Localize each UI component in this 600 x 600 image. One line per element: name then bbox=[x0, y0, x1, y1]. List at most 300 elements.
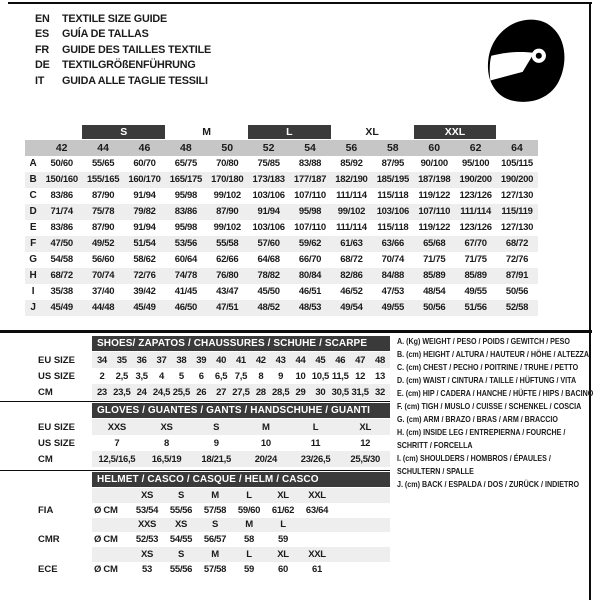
size-value-cell: 165/175 bbox=[165, 172, 206, 188]
size-value-cell: 83/86 bbox=[50, 190, 73, 201]
size-group-header bbox=[496, 125, 537, 139]
value-cell: M bbox=[211, 549, 219, 561]
language-title: TEXTILGRÖßENFÜHRUNG bbox=[62, 59, 196, 72]
size-value-cell: 49/54 bbox=[331, 300, 372, 316]
size-value-cell: 74/78 bbox=[165, 268, 206, 284]
measurement-letter: J bbox=[25, 300, 41, 316]
value-cell: S bbox=[211, 519, 219, 531]
legend-item bbox=[397, 426, 593, 452]
helmet-size-table-title-bar: HELMET / CASCO / CASQUE / HELM / CASCO bbox=[92, 472, 390, 487]
value-cell: XS bbox=[140, 489, 154, 501]
value-cell: 6,5 bbox=[214, 370, 228, 382]
size-value-cell: 127/130 bbox=[500, 190, 534, 201]
legend-item bbox=[397, 413, 593, 426]
size-value-cell: 103/106 bbox=[252, 190, 285, 201]
legend-item bbox=[397, 374, 593, 387]
value-cell: 31,5 bbox=[351, 386, 369, 398]
language-title: TEXTILE SIZE GUIDE bbox=[62, 12, 167, 25]
value-cell: 55/56 bbox=[169, 504, 193, 516]
value-cell: 10,5 bbox=[311, 370, 330, 382]
size-value-cell: 107/110 bbox=[294, 222, 326, 233]
row-label: US SIZE bbox=[38, 370, 75, 382]
value-cell: 59 bbox=[244, 563, 254, 575]
size-value-cell: 75/85 bbox=[257, 158, 280, 169]
language-row bbox=[35, 11, 211, 27]
row-values bbox=[92, 384, 390, 400]
size-value-cell: 47/51 bbox=[207, 300, 248, 316]
value-cell: 9 bbox=[213, 437, 219, 449]
value-cell: 40 bbox=[216, 354, 227, 366]
measurement-letter: B bbox=[25, 172, 41, 188]
gloves-table-title-bar: GLOVES / GUANTES / GANTS / HANDSCHUHE / GUANTI bbox=[92, 403, 390, 418]
value-cell: XS bbox=[160, 421, 173, 433]
value-cell: 37 bbox=[156, 354, 167, 366]
size-value-cell: 51/54 bbox=[124, 236, 165, 252]
row-label: US SIZE bbox=[38, 437, 75, 449]
value-cell: 39 bbox=[196, 354, 207, 366]
corner-cell bbox=[25, 140, 41, 156]
value-cell: 23,5 bbox=[113, 386, 131, 398]
size-value-cell: 50/56 bbox=[414, 300, 455, 316]
row-values bbox=[92, 562, 390, 577]
size-value-cell: 111/114 bbox=[336, 222, 367, 233]
value-cell: 5 bbox=[178, 370, 184, 382]
value-cell: XL bbox=[277, 549, 289, 561]
section-divider bbox=[0, 330, 592, 333]
language-code: ES bbox=[35, 28, 50, 41]
language-row bbox=[35, 42, 211, 58]
size-value-cell: 70/74 bbox=[381, 254, 404, 265]
size-value-cell: 87/91 bbox=[496, 268, 537, 284]
size-value-cell: 85/89 bbox=[414, 268, 455, 284]
value-cell: 23 bbox=[96, 386, 107, 398]
table-row bbox=[38, 547, 390, 562]
section-divider bbox=[0, 470, 390, 472]
value-cell: 41 bbox=[235, 354, 246, 366]
size-value-cell: 61/63 bbox=[331, 236, 372, 252]
value-cell: 34 bbox=[96, 354, 107, 366]
language-row bbox=[35, 58, 211, 74]
value-cell: 32 bbox=[374, 386, 385, 398]
size-value-cell: 111/114 bbox=[336, 190, 367, 201]
value-cell: XS bbox=[140, 549, 154, 561]
value-cell: 3,5 bbox=[135, 370, 148, 382]
size-group-header: S bbox=[82, 125, 165, 139]
value-cell bbox=[300, 532, 334, 547]
table-row bbox=[38, 352, 390, 368]
size-value-cell: 64/68 bbox=[257, 254, 280, 265]
size-value-cell: 49/55 bbox=[464, 286, 487, 297]
value-cell: 18/21,5 bbox=[201, 453, 231, 465]
size-value-cell: 105/115 bbox=[501, 158, 533, 169]
size-value-cell: 70/74 bbox=[82, 268, 123, 284]
value-cell: L bbox=[246, 489, 252, 501]
size-value-cell: 63/66 bbox=[372, 236, 413, 252]
size-number-cell: 50 bbox=[207, 140, 248, 156]
row-values bbox=[92, 352, 390, 368]
table-row bbox=[38, 384, 390, 400]
value-cell: 30,5 bbox=[331, 386, 349, 398]
size-value-cell: 190/200 bbox=[455, 172, 496, 188]
value-cell: 20/24 bbox=[254, 453, 277, 465]
legend-line: H. (cm) INSIDE LEG / ENTREPIERNA / FOURCHE / bbox=[397, 428, 566, 437]
size-value-cell: 62/66 bbox=[216, 254, 239, 265]
row-values bbox=[92, 451, 390, 467]
measurement-letter: I bbox=[31, 286, 35, 297]
size-value-cell: 177/187 bbox=[289, 172, 330, 188]
size-value-cell: 82/86 bbox=[331, 268, 372, 284]
legend-line: B. (cm) HEIGHT / ALTURA / HAUTEUR / HÖHE / ALTEZZA bbox=[397, 350, 590, 359]
value-cell: 12 bbox=[355, 370, 366, 382]
border-right bbox=[589, 2, 591, 600]
shoes-size-table bbox=[38, 336, 390, 400]
value-cell: XXS bbox=[107, 421, 126, 433]
size-group-header: L bbox=[248, 125, 331, 139]
language-code: EN bbox=[35, 12, 50, 25]
size-value-cell: 95/98 bbox=[174, 190, 197, 201]
value-cell: 10 bbox=[260, 437, 271, 449]
value-cell: 10 bbox=[295, 370, 306, 382]
row-filler bbox=[334, 488, 390, 503]
value-cell: 63/64 bbox=[305, 504, 329, 516]
size-group-header: XL bbox=[365, 126, 379, 138]
value-cell: 7,5 bbox=[234, 370, 248, 382]
gloves-size-table bbox=[38, 403, 390, 467]
measurement-letter: C bbox=[29, 190, 37, 201]
value-cell: S bbox=[177, 549, 185, 561]
value-cell: L bbox=[312, 421, 319, 433]
diameter-unit-label: Ø CM bbox=[94, 504, 118, 516]
value-cell: M bbox=[245, 519, 253, 531]
value-cell: 25,5 bbox=[172, 386, 191, 398]
value-cell: 27 bbox=[216, 386, 227, 398]
legend-line: G. (cm) ARM / BRAZO / BRAS / ARM / BRACCIO bbox=[397, 415, 558, 424]
size-value-cell: 44/48 bbox=[82, 300, 123, 316]
measurement-letter: H bbox=[25, 268, 41, 284]
value-cell: XS bbox=[174, 519, 188, 531]
size-value-cell: 60/64 bbox=[174, 254, 197, 265]
size-value-cell: 70/80 bbox=[216, 158, 239, 169]
size-number-cell: 44 bbox=[82, 140, 123, 156]
size-value-cell: 80/84 bbox=[289, 268, 330, 284]
value-cell: 36 bbox=[136, 354, 147, 366]
value-cell: XL bbox=[359, 421, 371, 433]
row-values bbox=[92, 368, 390, 384]
value-cell: 57/58 bbox=[203, 504, 227, 516]
value-cell: XXL bbox=[308, 489, 326, 501]
value-cell: 12 bbox=[360, 437, 371, 449]
size-group-header: M bbox=[202, 126, 211, 138]
value-cell: 23/26,5 bbox=[300, 453, 331, 465]
value-cell: 61/62 bbox=[271, 504, 295, 516]
size-number-cell: 42 bbox=[41, 140, 82, 156]
value-cell: 61 bbox=[312, 563, 322, 575]
value-cell: 7 bbox=[114, 437, 120, 449]
value-cell: 8 bbox=[164, 437, 169, 449]
value-cell: 58 bbox=[244, 534, 254, 546]
size-value-cell: 50/56 bbox=[505, 286, 529, 297]
size-value-cell: 91/94 bbox=[133, 190, 156, 201]
value-cell: 9 bbox=[278, 370, 284, 382]
table-row bbox=[38, 532, 390, 547]
value-cell: 38 bbox=[176, 354, 187, 366]
size-value-cell: 45/49 bbox=[41, 300, 82, 316]
legend-item bbox=[397, 478, 593, 491]
size-value-cell: 127/130 bbox=[500, 222, 534, 233]
size-value-cell: 41/45 bbox=[174, 286, 197, 297]
value-cell: 24,5 bbox=[152, 386, 171, 398]
size-value-cell: 48/52 bbox=[248, 300, 289, 316]
size-number-cell: 56 bbox=[331, 140, 372, 156]
value-cell: 56/57 bbox=[203, 534, 227, 546]
size-value-cell: 45/50 bbox=[257, 286, 280, 297]
diameter-unit-label bbox=[92, 547, 130, 562]
size-value-cell: 160/170 bbox=[124, 172, 165, 188]
size-value-cell: 87/95 bbox=[381, 158, 404, 169]
size-value-cell: 190/200 bbox=[496, 172, 537, 188]
size-value-cell: 83/86 bbox=[50, 222, 73, 233]
table-row bbox=[38, 368, 390, 384]
size-value-cell: 48/54 bbox=[423, 286, 446, 297]
size-value-cell: 65/68 bbox=[414, 236, 455, 252]
language-row bbox=[35, 27, 211, 43]
size-value-cell: 58/62 bbox=[133, 254, 156, 265]
table-row bbox=[38, 435, 390, 451]
size-value-cell: 47/50 bbox=[41, 236, 82, 252]
size-value-cell: 85/92 bbox=[340, 158, 363, 169]
row-label bbox=[38, 518, 92, 533]
size-value-cell: 72/76 bbox=[124, 268, 165, 284]
row-filler bbox=[334, 532, 390, 547]
size-number-cell: 60 bbox=[414, 140, 455, 156]
legend-line: F. (cm) TIGH / MUSLO / CUISSE / SCHENKEL / COSCIA bbox=[397, 402, 582, 411]
row-values bbox=[92, 435, 390, 451]
value-cell: 46 bbox=[335, 354, 346, 366]
size-number-cell: 64 bbox=[496, 140, 537, 156]
size-value-cell: 75/78 bbox=[82, 204, 123, 220]
size-value-cell: 59/62 bbox=[289, 236, 330, 252]
value-cell: 11,5 bbox=[331, 370, 349, 382]
row-values bbox=[92, 547, 390, 562]
size-value-cell: 87/90 bbox=[91, 222, 115, 233]
value-cell: 47 bbox=[355, 354, 366, 366]
legend-item bbox=[397, 361, 593, 374]
size-value-cell: 52/58 bbox=[496, 300, 537, 316]
row-label: FIA bbox=[38, 504, 54, 516]
row-label bbox=[38, 488, 92, 503]
legend-line: D. (cm) WAIST / CINTURA / TAILLE / HÜFTUNG / VITA bbox=[397, 376, 577, 385]
size-value-cell: 155/165 bbox=[82, 172, 123, 188]
language-title: GUIDE DES TAILLES TEXTILE bbox=[62, 43, 211, 56]
value-cell: S bbox=[213, 421, 220, 433]
row-filler bbox=[334, 547, 390, 562]
size-value-cell: 99/102 bbox=[213, 190, 241, 201]
value-cell: 2 bbox=[99, 370, 105, 382]
legend-line: J. (cm) BACK / ESPALDA / DOS / ZURÜCK / INDIETRO bbox=[397, 480, 580, 489]
value-cell: 48 bbox=[374, 354, 385, 366]
row-values bbox=[92, 419, 390, 435]
table-row bbox=[38, 488, 390, 503]
value-cell: 60 bbox=[278, 563, 288, 575]
value-cell: 26 bbox=[196, 386, 207, 398]
row-values bbox=[92, 532, 390, 547]
row-label: ECE bbox=[38, 563, 58, 575]
size-value-cell: 49/55 bbox=[372, 300, 413, 316]
size-value-cell: 49/52 bbox=[82, 236, 123, 252]
size-value-cell: 37/40 bbox=[91, 286, 115, 297]
legend-item bbox=[397, 452, 593, 478]
value-cell: 35 bbox=[116, 354, 127, 366]
value-cell: 43 bbox=[275, 354, 286, 366]
size-value-cell: 99/102 bbox=[331, 204, 372, 220]
table-row bbox=[38, 518, 390, 533]
value-cell: 57/58 bbox=[203, 563, 227, 575]
size-value-cell: 53/56 bbox=[165, 236, 206, 252]
row-values bbox=[92, 488, 390, 503]
language-row bbox=[35, 73, 211, 89]
legend-item bbox=[397, 335, 593, 348]
size-group-header: XXL bbox=[414, 125, 497, 139]
size-value-cell: 71/75 bbox=[464, 254, 487, 265]
row-label: CMR bbox=[38, 534, 60, 546]
clothing-size-table bbox=[25, 124, 538, 316]
row-label: CM bbox=[38, 453, 53, 465]
value-cell: 29 bbox=[295, 386, 306, 398]
table-row bbox=[38, 451, 390, 467]
language-code: IT bbox=[35, 74, 45, 87]
size-value-cell: 60/70 bbox=[133, 158, 156, 169]
size-number-cell: 62 bbox=[455, 140, 496, 156]
language-title-list bbox=[35, 11, 211, 89]
measurement-letter: G bbox=[29, 254, 37, 265]
legend-line: SCHRITT / FORCELLA bbox=[397, 441, 473, 450]
size-value-cell: 68/72 bbox=[41, 268, 82, 284]
legend-item bbox=[397, 400, 593, 413]
value-cell: 53 bbox=[142, 563, 152, 575]
value-cell: 24 bbox=[136, 386, 147, 398]
size-value-cell: 83/86 bbox=[165, 204, 206, 220]
size-value-cell: 76/80 bbox=[207, 268, 248, 284]
row-filler bbox=[334, 562, 390, 577]
size-number-cell: 46 bbox=[124, 140, 165, 156]
value-cell: 4 bbox=[159, 370, 164, 382]
size-value-cell: 71/75 bbox=[423, 254, 446, 265]
measurement-letter: D bbox=[25, 204, 41, 220]
size-value-cell: 48/53 bbox=[289, 300, 330, 316]
value-cell: 44 bbox=[295, 354, 306, 366]
value-cell: 54/55 bbox=[169, 534, 193, 546]
legend-item bbox=[397, 387, 593, 400]
size-value-cell: 123/126 bbox=[459, 190, 492, 201]
row-values bbox=[92, 503, 390, 518]
value-cell: 53/54 bbox=[135, 504, 159, 516]
size-value-cell: 85/89 bbox=[455, 268, 496, 284]
size-value-cell: 55/65 bbox=[91, 158, 115, 169]
row-label: EU SIZE bbox=[38, 354, 75, 366]
value-cell: 13 bbox=[374, 370, 385, 382]
value-cell: 28,5 bbox=[272, 386, 290, 398]
language-code: FR bbox=[35, 43, 49, 56]
size-value-cell: 107/110 bbox=[294, 190, 326, 201]
size-value-cell: 56/60 bbox=[91, 254, 115, 265]
size-number-cell: 58 bbox=[372, 140, 413, 156]
size-value-cell: 185/195 bbox=[372, 172, 413, 188]
size-value-cell: 107/110 bbox=[414, 204, 455, 220]
legend-line: A. (Kg) WEIGHT / PESO / POIDS / GEWITCH / PESO bbox=[397, 337, 570, 346]
size-value-cell: 50/60 bbox=[50, 158, 73, 169]
size-value-cell: 103/106 bbox=[372, 204, 413, 220]
size-value-cell: 170/180 bbox=[207, 172, 248, 188]
size-value-cell: 57/60 bbox=[248, 236, 289, 252]
size-value-cell: 173/183 bbox=[248, 172, 289, 188]
size-value-cell: 103/106 bbox=[252, 222, 285, 233]
legend-line: E. (cm) HIP / CADERA / HANCHE / HÜFTE / HIPS / BACINO bbox=[397, 389, 594, 398]
size-value-cell: 83/88 bbox=[298, 158, 322, 169]
language-code: DE bbox=[35, 59, 50, 72]
size-value-cell: 55/58 bbox=[207, 236, 248, 252]
table-row bbox=[38, 503, 390, 518]
size-group-header bbox=[25, 125, 82, 139]
size-value-cell: 182/190 bbox=[331, 172, 372, 188]
size-value-cell: 87/90 bbox=[91, 190, 115, 201]
row-values bbox=[92, 518, 390, 533]
size-value-cell: 119/122 bbox=[418, 222, 451, 233]
value-cell: 8 bbox=[258, 370, 264, 382]
value-cell: 55/56 bbox=[169, 563, 193, 575]
value-cell: XXL bbox=[308, 549, 326, 561]
border-top bbox=[8, 2, 592, 4]
value-cell: 6 bbox=[198, 370, 204, 382]
value-cell: 59/60 bbox=[237, 504, 261, 516]
size-value-cell: 43/47 bbox=[216, 286, 239, 297]
size-value-cell: 68/72 bbox=[496, 236, 537, 252]
legend-line: SCHULTERN / SPALLE bbox=[397, 467, 474, 476]
size-value-cell: 39/42 bbox=[133, 286, 156, 297]
value-cell: 28 bbox=[255, 386, 266, 398]
value-cell: L bbox=[246, 549, 252, 561]
value-cell: 16,5/19 bbox=[151, 453, 182, 465]
size-value-cell: 123/126 bbox=[459, 222, 492, 233]
value-cell: 52/53 bbox=[135, 534, 159, 546]
value-cell: L bbox=[280, 519, 286, 531]
value-cell: 27,5 bbox=[232, 386, 250, 398]
value-cell: 25,5/30 bbox=[350, 453, 380, 465]
size-value-cell: 187/198 bbox=[414, 172, 455, 188]
size-value-cell: 91/94 bbox=[133, 222, 156, 233]
value-cell: XXS bbox=[137, 519, 157, 531]
size-number-cell: 48 bbox=[165, 140, 206, 156]
row-label bbox=[38, 547, 92, 562]
legend-item bbox=[397, 348, 593, 361]
value-cell: 59 bbox=[278, 534, 288, 546]
value-cell: 2,5 bbox=[115, 370, 128, 382]
size-value-cell: 91/94 bbox=[248, 204, 289, 220]
size-value-cell: 47/53 bbox=[381, 286, 404, 297]
size-value-cell: 84/88 bbox=[372, 268, 413, 284]
row-filler bbox=[334, 518, 390, 533]
size-value-cell: 45/49 bbox=[124, 300, 165, 316]
row-filler bbox=[334, 503, 390, 518]
size-value-cell: 67/70 bbox=[455, 236, 496, 252]
size-value-cell: 150/160 bbox=[41, 172, 82, 188]
size-number-cell: 54 bbox=[289, 140, 330, 156]
size-value-cell: 79/82 bbox=[124, 204, 165, 220]
size-value-cell: 72/76 bbox=[505, 254, 529, 265]
size-value-cell: 99/102 bbox=[213, 222, 241, 233]
size-value-cell: 46/50 bbox=[165, 300, 206, 316]
size-value-cell: 51/56 bbox=[455, 300, 496, 316]
size-value-cell: 95/98 bbox=[289, 204, 330, 220]
